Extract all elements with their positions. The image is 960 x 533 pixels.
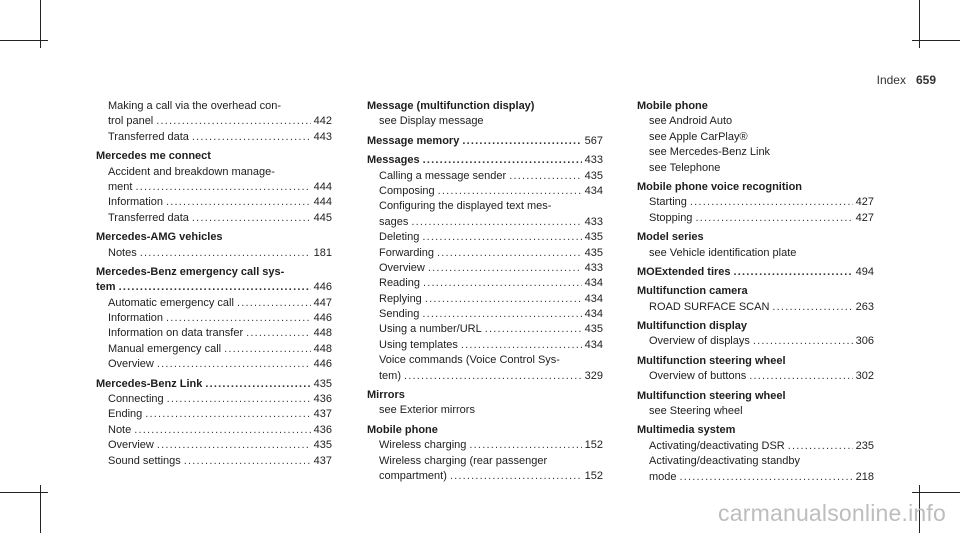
entry-text: see Steering wheel bbox=[649, 405, 743, 418]
entry-text: mode bbox=[649, 470, 677, 483]
index-subentry bbox=[96, 99, 332, 114]
index-column-2 bbox=[367, 99, 603, 484]
dot-leader bbox=[166, 311, 311, 326]
crop-mark bbox=[0, 40, 48, 41]
entry-text: Ending bbox=[108, 408, 143, 421]
index-subentry bbox=[96, 246, 332, 261]
index-heading bbox=[96, 265, 332, 280]
index-subentry bbox=[637, 145, 874, 160]
page-reference[interactable]: 263 bbox=[855, 300, 874, 313]
page-reference[interactable]: 435 bbox=[584, 231, 603, 244]
index-subentry bbox=[637, 454, 874, 469]
entry-text: Mobile phone bbox=[637, 99, 708, 112]
index-subentry bbox=[96, 342, 332, 357]
entry-text: Mercedes-AMG vehicles bbox=[96, 231, 223, 244]
entry-text: Stopping bbox=[649, 211, 693, 224]
index-subentry bbox=[637, 161, 874, 176]
entry-text: MOExtended tires bbox=[637, 265, 731, 278]
dot-leader bbox=[788, 439, 853, 454]
dot-leader bbox=[469, 438, 581, 453]
index-subentry bbox=[367, 292, 603, 307]
crop-mark bbox=[912, 40, 960, 41]
dot-leader bbox=[438, 184, 582, 199]
page-reference[interactable]: 434 bbox=[584, 184, 603, 197]
dot-leader bbox=[145, 407, 310, 422]
index-subentry bbox=[367, 338, 603, 353]
dot-leader bbox=[753, 334, 853, 349]
page-reference[interactable]: 433 bbox=[584, 154, 603, 167]
page-reference[interactable]: 437 bbox=[313, 408, 332, 421]
dot-leader bbox=[166, 195, 311, 210]
dot-leader bbox=[450, 469, 582, 484]
entry-text: Message (multifunction display) bbox=[367, 99, 535, 112]
index-subentry bbox=[96, 114, 332, 129]
index-subentry bbox=[367, 246, 603, 261]
entry-text: tem) bbox=[379, 369, 401, 382]
entry-text: Starting bbox=[649, 196, 687, 209]
index-subentry bbox=[637, 439, 874, 454]
page-reference[interactable]: 235 bbox=[855, 439, 874, 452]
page-reference[interactable]: 442 bbox=[313, 115, 332, 128]
page-reference[interactable]: 152 bbox=[584, 439, 603, 452]
watermark: carmanualsonline.info bbox=[718, 500, 946, 526]
entry-text: Information bbox=[108, 196, 164, 209]
index-subentry bbox=[637, 246, 874, 261]
index-column-3 bbox=[637, 99, 874, 485]
dot-leader bbox=[749, 369, 852, 384]
index-subentry bbox=[96, 407, 332, 422]
index-subentry bbox=[96, 296, 332, 311]
entry-text: see Telephone bbox=[649, 161, 721, 174]
index-subentry bbox=[637, 470, 874, 485]
entry-text: Multifunction camera bbox=[637, 285, 748, 298]
dot-leader bbox=[184, 454, 311, 469]
page-reference[interactable]: 567 bbox=[584, 134, 603, 147]
dot-leader bbox=[157, 357, 311, 372]
entry-text: Sending bbox=[379, 308, 420, 321]
dot-leader bbox=[411, 215, 581, 230]
page-reference[interactable]: 434 bbox=[584, 277, 603, 290]
dot-leader bbox=[135, 180, 310, 195]
entry-text: tem bbox=[96, 281, 116, 294]
index-subentry bbox=[96, 180, 332, 195]
index-heading bbox=[637, 99, 874, 114]
dot-leader bbox=[485, 322, 582, 337]
index-heading bbox=[367, 134, 603, 149]
section-label: Index bbox=[876, 73, 906, 87]
dot-leader bbox=[140, 246, 311, 261]
page-reference[interactable]: 436 bbox=[313, 423, 332, 436]
index-subentry bbox=[367, 369, 603, 384]
index-subentry bbox=[637, 130, 874, 145]
index-heading bbox=[367, 423, 603, 438]
entry-text: see Android Auto bbox=[649, 115, 733, 128]
index-heading bbox=[637, 423, 874, 438]
index-subentry bbox=[367, 114, 603, 129]
entry-text: Using templates bbox=[379, 338, 458, 351]
index-subentry bbox=[96, 454, 332, 469]
entry-text: Note bbox=[108, 423, 132, 436]
dot-leader bbox=[119, 280, 311, 295]
dot-leader bbox=[237, 296, 311, 311]
page-reference[interactable]: 218 bbox=[855, 470, 874, 483]
page-reference[interactable]: 446 bbox=[313, 281, 332, 294]
entry-text: Reading bbox=[379, 277, 420, 290]
entry-text: Mobile phone voice recognition bbox=[637, 180, 803, 193]
entry-text: Transferred data bbox=[108, 211, 189, 224]
dot-leader bbox=[734, 265, 853, 280]
page-reference[interactable]: 435 bbox=[313, 377, 332, 390]
entry-text: sages bbox=[379, 215, 409, 228]
page-reference[interactable]: 427 bbox=[855, 196, 874, 209]
dot-leader bbox=[428, 261, 582, 276]
entry-text: Notes bbox=[108, 246, 137, 259]
dot-leader bbox=[422, 230, 581, 245]
entry-text: Information on data transfer bbox=[108, 327, 244, 340]
index-subentry bbox=[637, 334, 874, 349]
entry-text: see Display message bbox=[379, 115, 484, 128]
entry-text: Messages bbox=[367, 154, 420, 167]
crop-mark bbox=[912, 492, 960, 493]
index-subentry bbox=[367, 261, 603, 276]
index-heading bbox=[637, 180, 874, 195]
page-reference[interactable]: 435 bbox=[313, 439, 332, 452]
index-subentry bbox=[96, 438, 332, 453]
page-reference[interactable]: 443 bbox=[313, 130, 332, 143]
entry-text: see Apple CarPlay® bbox=[649, 130, 748, 143]
page-reference[interactable]: 427 bbox=[855, 211, 874, 224]
index-heading bbox=[367, 388, 603, 403]
page-reference[interactable]: 445 bbox=[313, 211, 332, 224]
page-reference[interactable]: 446 bbox=[313, 312, 332, 325]
index-heading bbox=[637, 389, 874, 404]
index-subentry bbox=[367, 403, 603, 418]
dot-leader bbox=[423, 276, 582, 291]
index-subentry bbox=[637, 300, 874, 315]
index-subentry bbox=[96, 211, 332, 226]
index-subentry bbox=[96, 357, 332, 372]
index-heading bbox=[637, 265, 874, 280]
entry-text: Using a number/URL bbox=[379, 323, 482, 336]
dot-leader bbox=[772, 300, 852, 315]
index-heading bbox=[637, 284, 874, 299]
page-reference[interactable]: 444 bbox=[313, 196, 332, 209]
dot-leader bbox=[205, 377, 310, 392]
index-subentry bbox=[637, 404, 874, 419]
page-reference[interactable]: 435 bbox=[584, 169, 603, 182]
entry-text: Accident and breakdown manage- bbox=[108, 165, 275, 178]
index-subentry bbox=[367, 307, 603, 322]
entry-text: ment bbox=[108, 180, 133, 193]
entry-text: Replying bbox=[379, 292, 422, 305]
page-reference[interactable]: 437 bbox=[313, 454, 332, 467]
page-header bbox=[877, 73, 936, 87]
dot-leader bbox=[461, 338, 582, 353]
page-reference[interactable]: 435 bbox=[584, 246, 603, 259]
entry-text: Activating/deactivating DSR bbox=[649, 439, 785, 452]
dot-leader bbox=[425, 292, 582, 307]
entry-text: see Mercedes-Benz Link bbox=[649, 146, 771, 159]
index-subentry bbox=[367, 353, 603, 368]
crop-mark bbox=[0, 492, 48, 493]
entry-text: Message memory bbox=[367, 134, 460, 147]
entry-text: Wireless charging bbox=[379, 439, 467, 452]
page-reference[interactable]: 306 bbox=[855, 335, 874, 348]
index-subentry bbox=[96, 165, 332, 180]
entry-text: Mercedes me connect bbox=[96, 150, 211, 163]
page-reference[interactable]: 435 bbox=[584, 323, 603, 336]
entry-text: see Vehicle identification plate bbox=[649, 246, 797, 259]
index-subentry bbox=[367, 184, 603, 199]
page-reference[interactable]: 329 bbox=[584, 369, 603, 382]
page-reference[interactable]: 434 bbox=[584, 292, 603, 305]
entry-text: Deleting bbox=[379, 231, 420, 244]
entry-text: Multifunction steering wheel bbox=[637, 389, 786, 402]
entry-text: Wireless charging (rear passenger bbox=[379, 454, 548, 467]
index-subentry bbox=[367, 215, 603, 230]
entry-text: Multimedia system bbox=[637, 424, 736, 437]
entry-text: Activating/deactivating standby bbox=[649, 455, 801, 468]
index-subentry bbox=[367, 276, 603, 291]
entry-text: Multifunction steering wheel bbox=[637, 354, 786, 367]
index-subentry bbox=[96, 392, 332, 407]
dot-leader bbox=[695, 211, 852, 226]
index-heading bbox=[96, 230, 332, 245]
dot-leader bbox=[462, 134, 581, 149]
dot-leader bbox=[224, 342, 311, 357]
index-heading bbox=[637, 230, 874, 245]
index-subentry bbox=[96, 130, 332, 145]
entry-text: Sound settings bbox=[108, 454, 181, 467]
page-reference[interactable]: 494 bbox=[855, 265, 874, 278]
dot-leader bbox=[509, 169, 581, 184]
index-heading bbox=[96, 149, 332, 164]
index-subentry bbox=[637, 114, 874, 129]
entry-text: see Exterior mirrors bbox=[379, 404, 475, 417]
page-reference[interactable]: 444 bbox=[313, 180, 332, 193]
dot-leader bbox=[246, 326, 311, 341]
entry-text: Multifunction display bbox=[637, 320, 747, 333]
page-number: 659 bbox=[915, 73, 936, 87]
index-subentry bbox=[367, 322, 603, 337]
entry-text: Overview of buttons bbox=[649, 370, 747, 383]
index-subentry bbox=[367, 438, 603, 453]
entry-text: Information bbox=[108, 312, 164, 325]
entry-text: ROAD SURFACE SCAN bbox=[649, 300, 770, 313]
index-heading bbox=[637, 354, 874, 369]
dot-leader bbox=[680, 470, 853, 485]
entry-text: Model series bbox=[637, 231, 704, 244]
page-reference[interactable]: 434 bbox=[584, 338, 603, 351]
dot-leader bbox=[192, 130, 311, 145]
entry-text: compartment) bbox=[379, 469, 447, 482]
page-reference[interactable]: 181 bbox=[313, 246, 332, 259]
index-heading bbox=[96, 377, 332, 392]
page-reference[interactable]: 446 bbox=[313, 358, 332, 371]
entry-text: Mercedes-Benz Link bbox=[96, 377, 203, 390]
dot-leader bbox=[167, 392, 311, 407]
index-subentry bbox=[96, 311, 332, 326]
index-subentry bbox=[367, 454, 603, 469]
index-heading bbox=[637, 319, 874, 334]
page-reference[interactable]: 433 bbox=[584, 261, 603, 274]
index-subentry bbox=[637, 195, 874, 210]
dot-leader bbox=[404, 369, 582, 384]
page-reference[interactable]: 447 bbox=[313, 296, 332, 309]
index-subentry bbox=[637, 211, 874, 226]
entry-text: Configuring the displayed text mes- bbox=[379, 200, 552, 213]
entry-text: Manual emergency call bbox=[108, 342, 222, 355]
index-subentry bbox=[96, 423, 332, 438]
entry-text: Automatic emergency call bbox=[108, 296, 234, 309]
index-heading bbox=[367, 99, 603, 114]
entry-text: trol panel bbox=[108, 115, 154, 128]
dot-leader bbox=[423, 153, 582, 168]
index-subentry bbox=[96, 195, 332, 210]
entry-text: Overview bbox=[108, 358, 154, 371]
entry-text: Mobile phone bbox=[367, 423, 438, 436]
dot-leader bbox=[192, 211, 311, 226]
page-reference[interactable]: 448 bbox=[313, 342, 332, 355]
page-reference[interactable]: 152 bbox=[584, 469, 603, 482]
dot-leader bbox=[690, 195, 853, 210]
page-reference[interactable]: 433 bbox=[584, 215, 603, 228]
entry-text: Voice commands (Voice Control Sys- bbox=[379, 354, 560, 367]
entry-text: Transferred data bbox=[108, 130, 189, 143]
page-reference[interactable]: 434 bbox=[584, 308, 603, 321]
entry-text: Making a call via the overhead con- bbox=[108, 99, 282, 112]
index-subentry bbox=[367, 469, 603, 484]
index-subentry bbox=[96, 326, 332, 341]
entry-text: Forwarding bbox=[379, 246, 435, 259]
index-column-1 bbox=[96, 99, 332, 469]
entry-text: Mercedes-Benz emergency call sys- bbox=[96, 265, 285, 278]
index-subentry bbox=[367, 169, 603, 184]
dot-leader bbox=[134, 423, 310, 438]
index-subentry bbox=[637, 369, 874, 384]
entry-text: Mirrors bbox=[367, 389, 405, 402]
index-heading bbox=[367, 153, 603, 168]
entry-text: Overview bbox=[108, 439, 154, 452]
entry-text: Connecting bbox=[108, 393, 164, 406]
dot-leader bbox=[437, 246, 582, 261]
index-subentry bbox=[367, 199, 603, 214]
entry-text: Composing bbox=[379, 184, 435, 197]
dot-leader bbox=[157, 438, 311, 453]
page-reference[interactable]: 436 bbox=[313, 393, 332, 406]
index-heading bbox=[96, 280, 332, 295]
dot-leader bbox=[422, 307, 581, 322]
entry-text: Overview of displays bbox=[649, 335, 750, 348]
dot-leader bbox=[156, 114, 310, 129]
page-reference[interactable]: 302 bbox=[855, 370, 874, 383]
entry-text: Calling a message sender bbox=[379, 169, 507, 182]
index-subentry bbox=[367, 230, 603, 245]
entry-text: Overview bbox=[379, 261, 425, 274]
page-reference[interactable]: 448 bbox=[313, 327, 332, 340]
